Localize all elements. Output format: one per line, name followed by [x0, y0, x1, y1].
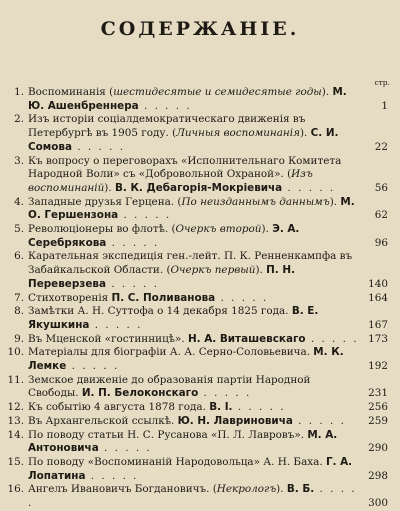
- entry-number: 14.: [7, 428, 24, 441]
- entry-title: Революціонеры во флотѣ. (: [28, 223, 176, 236]
- entry-title: Къ событію 4 августа 1878 года.: [28, 401, 210, 414]
- entry-number: 10.: [7, 346, 24, 359]
- leader-dots: . . . . .: [28, 483, 357, 510]
- toc-entry: [6, 456, 390, 483]
- leader-dots: . . . . .: [232, 401, 286, 414]
- page-title: СОДЕРЖАНІЕ.: [100, 18, 300, 40]
- toc-entry: [6, 223, 390, 250]
- leader-dots: . . . . .: [71, 140, 126, 153]
- page-column-label: стр.: [374, 78, 390, 87]
- entry-page-number: 56: [374, 181, 388, 194]
- leader-dots: . . . . .: [292, 414, 346, 427]
- entry-author: В. І.: [209, 401, 233, 414]
- leader-dots: . . . . .: [85, 469, 139, 482]
- leader-dots: . . . . .: [105, 277, 159, 290]
- entry-number: 4.: [14, 195, 24, 208]
- entry-subtitle: шестидесятые и семидесятые годы: [113, 86, 322, 98]
- entry-number: 2.: [14, 113, 24, 126]
- entry-title-tail: ).: [321, 86, 333, 98]
- entry-number: 13.: [7, 414, 24, 427]
- entry-title: Замѣтки А. Н. Суттофа о 14 декабря 1825 года.: [28, 305, 292, 318]
- entry-subtitle: Личныя воспоминанія: [176, 127, 300, 140]
- entry-text: [28, 292, 390, 306]
- entry-author: В. К. Дебагорія-Мокріевича: [114, 181, 283, 194]
- leader-dots: . . . . .: [305, 332, 359, 345]
- entry-text: [28, 333, 390, 347]
- entry-title: Въ Мценской «гостинницѣ».: [28, 332, 188, 345]
- entry-page-number: 192: [368, 360, 388, 373]
- toc-entry: [6, 483, 390, 510]
- entry-page-number: 256: [368, 401, 388, 414]
- entry-text: [28, 223, 390, 250]
- entry-author: П. С. Поливанова: [111, 291, 216, 304]
- entry-title-tail: ).: [255, 264, 267, 277]
- entry-author: П. Н. Переверзева: [28, 264, 296, 290]
- toc-entry: [6, 305, 390, 332]
- entry-title-tail: ).: [299, 127, 311, 140]
- leader-dots: . . . . .: [215, 291, 269, 304]
- entry-title-tail: ).: [261, 223, 273, 236]
- entry-page-number: 167: [368, 318, 388, 331]
- leader-dots: . . . . .: [106, 236, 160, 249]
- toc-entry: [6, 155, 390, 196]
- entry-author: М. А. Антоновича: [28, 428, 338, 455]
- toc-entry: [6, 346, 390, 373]
- toc-entry: [6, 333, 390, 347]
- entry-author: Н. А. Виташевскаго: [187, 332, 306, 345]
- entry-author: И. П. Белоконскаго: [81, 387, 199, 400]
- entry-author: Ю. Н. Лавриновича: [177, 414, 293, 427]
- entry-page-number: 298: [368, 469, 388, 482]
- entry-number: 6.: [14, 250, 24, 263]
- entry-page-number: 300: [368, 497, 388, 510]
- entry-author: М. Ю. Ашенбреннера: [28, 86, 347, 112]
- entry-number: 8.: [14, 305, 24, 318]
- entry-text: [28, 401, 390, 415]
- entry-text: [28, 374, 390, 401]
- entry-title: Изъ исторіи соціалдемократическаго движенія въ Петербургѣ въ 1905 году. (: [28, 113, 306, 140]
- entry-page-number: 259: [368, 414, 388, 427]
- entry-page-number: 96: [374, 236, 388, 249]
- entry-number: 5.: [14, 223, 24, 236]
- toc-entry: [6, 415, 390, 429]
- entry-page-number: 173: [368, 332, 388, 345]
- entry-number: 16.: [7, 483, 24, 496]
- entry-author: Э. А. Серебрякова: [28, 223, 300, 249]
- entry-title: Матеріалы для біографіи А. А. Серно-Соловьевича.: [28, 346, 314, 359]
- entry-subtitle: По неизданнымъ даннымъ: [181, 195, 330, 208]
- entry-subtitle: Очеркъ первый: [170, 264, 256, 277]
- entry-text: [28, 415, 390, 429]
- toc-entry: [6, 113, 390, 154]
- entry-text: [28, 196, 390, 223]
- entry-page-number: 164: [368, 291, 388, 304]
- entry-subtitle: Изъ воспоминаній: [28, 168, 313, 194]
- leader-dots: . . . . .: [66, 360, 120, 373]
- toc-entry: [6, 86, 390, 113]
- entry-text: [28, 155, 390, 196]
- toc-entry: [6, 196, 390, 223]
- entry-number: 7.: [14, 291, 24, 304]
- entry-title: Воспоминанія (: [28, 86, 114, 98]
- entry-number: 15.: [7, 455, 24, 468]
- entry-text: [28, 456, 390, 483]
- entry-title: По поводу статьи Н. С. Русанова «П. Л. Лавровъ».: [28, 428, 308, 441]
- table-of-contents: [6, 86, 390, 511]
- toc-entry: [6, 250, 390, 291]
- leader-dots: . . . . .: [198, 387, 252, 400]
- leader-dots: . . . . .: [118, 209, 172, 222]
- entry-title-tail: ).: [104, 181, 115, 194]
- entry-page-number: 290: [368, 442, 388, 455]
- entry-title: Къ вопросу о переговорахъ «Исполнительнаго Комитета Народной Воли» съ «Добровольной Охраной». (: [28, 154, 342, 181]
- toc-entry: [6, 401, 390, 415]
- entry-title: Земское движеніе до образованія партіи Народной Свободы.: [28, 373, 311, 400]
- toc-entry: [6, 429, 390, 456]
- entry-page-number: 231: [368, 387, 388, 400]
- entry-number: 9.: [14, 332, 24, 345]
- entry-number: 1.: [14, 86, 24, 98]
- leader-dots: . . . . .: [282, 181, 336, 194]
- entry-title-tail: ).: [329, 195, 341, 208]
- entry-title-tail: ).: [276, 483, 287, 496]
- entry-text: [28, 305, 390, 332]
- entry-text: [28, 483, 390, 510]
- entry-author: С. И. Сомова: [28, 127, 339, 153]
- entry-text: [28, 250, 390, 291]
- entry-author: В. Б.: [286, 483, 315, 496]
- entry-title: Карательная экспедиція ген.-лейт. П. К. Ренненкампфа въ Забайкальской Области. (: [28, 250, 353, 277]
- entry-page-number: 22: [374, 140, 388, 153]
- leader-dots: . . . . .: [98, 442, 152, 455]
- entry-title: Въ Архангельской ссылкѣ.: [28, 414, 178, 427]
- entry-subtitle: Очеркъ второй: [175, 223, 262, 236]
- toc-entry: [6, 374, 390, 401]
- toc-entry: [6, 292, 390, 306]
- entry-author: Г. А. Лопатина: [28, 455, 353, 482]
- entry-text: [28, 429, 390, 456]
- entry-title: Западные друзья Герцена. (: [28, 195, 182, 208]
- entry-page-number: 140: [368, 277, 388, 290]
- entry-text: [28, 113, 390, 154]
- leader-dots: . . . . .: [89, 318, 143, 331]
- entry-author: М. К. Лемке: [28, 346, 344, 373]
- entry-text: [28, 346, 390, 373]
- entry-author: В. Е. Якушкина: [28, 305, 319, 331]
- entry-subtitle: Некрологъ: [216, 483, 277, 496]
- leader-dots: . . . . .: [138, 99, 192, 112]
- entry-number: 12.: [7, 401, 24, 414]
- entry-number: 11.: [7, 373, 24, 386]
- entry-text: [28, 86, 390, 113]
- entry-title: По поводу «Воспоминаній Народовольца» А. Н. Баха.: [28, 455, 326, 468]
- entry-author: М. О. Гершензона: [28, 195, 355, 222]
- entry-title: Стихотворенія: [28, 291, 112, 304]
- entry-title: Ангелъ Ивановичъ Богдановичъ. (: [28, 483, 217, 496]
- entry-page-number: 62: [374, 209, 388, 222]
- entry-number: 3.: [14, 154, 24, 167]
- entry-page-number: 1: [381, 99, 388, 112]
